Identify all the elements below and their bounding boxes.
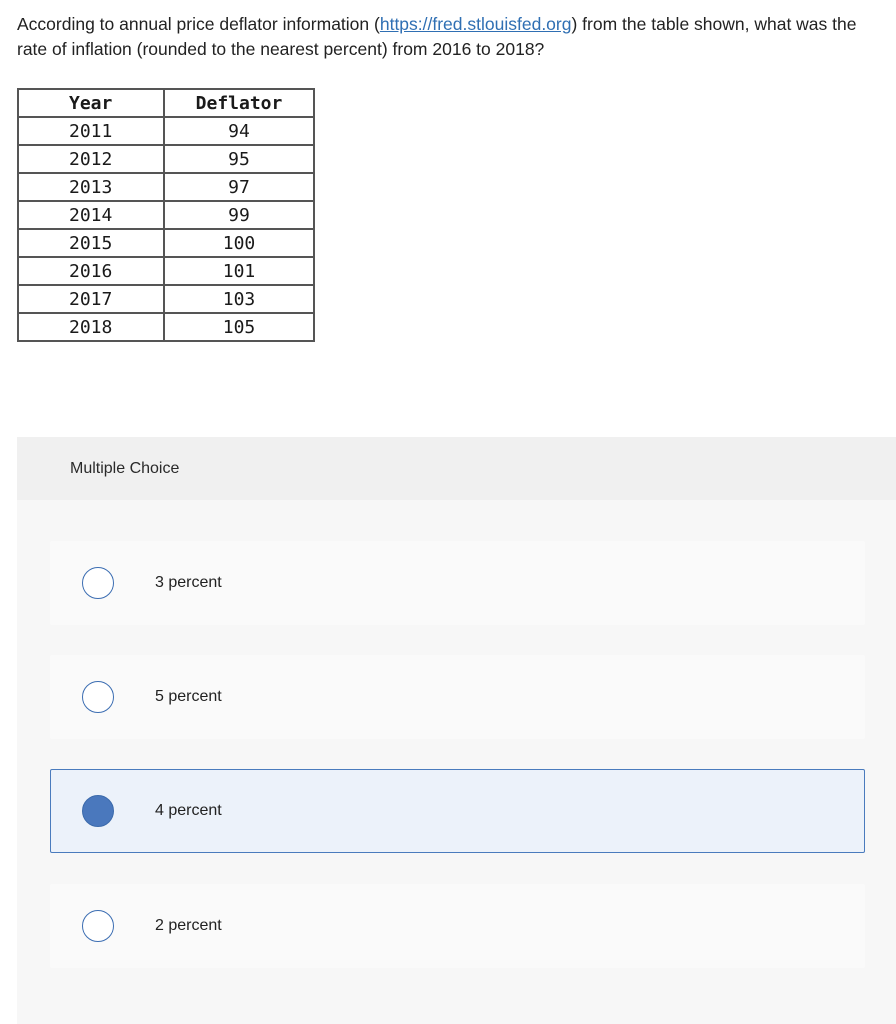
question-text-after: ) from the table shown, what was the rate of inflation (rounded to the nearest percent) from 2016 to 2018? bbox=[17, 14, 857, 59]
radio-button-icon[interactable] bbox=[82, 681, 114, 713]
table-row bbox=[18, 173, 314, 201]
deflator-cell: 99 bbox=[164, 201, 314, 229]
table-row bbox=[18, 257, 314, 285]
option-5-percent[interactable] bbox=[50, 655, 865, 739]
multiple-choice-panel bbox=[17, 437, 896, 1024]
option-2-percent[interactable] bbox=[50, 884, 865, 968]
header-deflator: Deflator bbox=[164, 89, 314, 117]
header-year: Year bbox=[18, 89, 164, 117]
deflator-cell: 100 bbox=[164, 229, 314, 257]
table-row bbox=[18, 285, 314, 313]
deflator-cell: 95 bbox=[164, 145, 314, 173]
deflator-cell: 103 bbox=[164, 285, 314, 313]
radio-button-icon[interactable] bbox=[82, 567, 114, 599]
year-cell: 2013 bbox=[18, 173, 164, 201]
radio-button-selected-icon[interactable] bbox=[82, 795, 114, 827]
deflator-cell: 105 bbox=[164, 313, 314, 341]
table-row bbox=[18, 145, 314, 173]
year-cell: 2018 bbox=[18, 313, 164, 341]
table-row bbox=[18, 313, 314, 341]
radio-button-icon[interactable] bbox=[82, 910, 114, 942]
option-3-percent[interactable] bbox=[50, 541, 865, 625]
question-text bbox=[17, 12, 877, 62]
multiple-choice-header bbox=[17, 437, 896, 500]
option-label: 4 percent bbox=[155, 802, 222, 819]
option-4-percent[interactable] bbox=[50, 769, 865, 853]
year-cell: 2017 bbox=[18, 285, 164, 313]
year-cell: 2014 bbox=[18, 201, 164, 229]
multiple-choice-heading: Multiple Choice bbox=[70, 460, 180, 477]
option-label: 5 percent bbox=[155, 688, 222, 705]
table-header-row bbox=[18, 89, 314, 117]
table-row bbox=[18, 117, 314, 145]
table-row bbox=[18, 201, 314, 229]
year-cell: 2011 bbox=[18, 117, 164, 145]
deflator-cell: 94 bbox=[164, 117, 314, 145]
year-cell: 2012 bbox=[18, 145, 164, 173]
deflator-cell: 101 bbox=[164, 257, 314, 285]
question-text-before: According to annual price deflator information ( bbox=[17, 14, 380, 34]
year-cell: 2015 bbox=[18, 229, 164, 257]
option-label: 2 percent bbox=[155, 917, 222, 934]
deflator-table bbox=[17, 88, 315, 342]
deflator-cell: 97 bbox=[164, 173, 314, 201]
year-cell: 2016 bbox=[18, 257, 164, 285]
fred-link[interactable]: https://fred.stlouisfed.org bbox=[379, 14, 572, 34]
table-row bbox=[18, 229, 314, 257]
option-label: 3 percent bbox=[155, 574, 222, 591]
